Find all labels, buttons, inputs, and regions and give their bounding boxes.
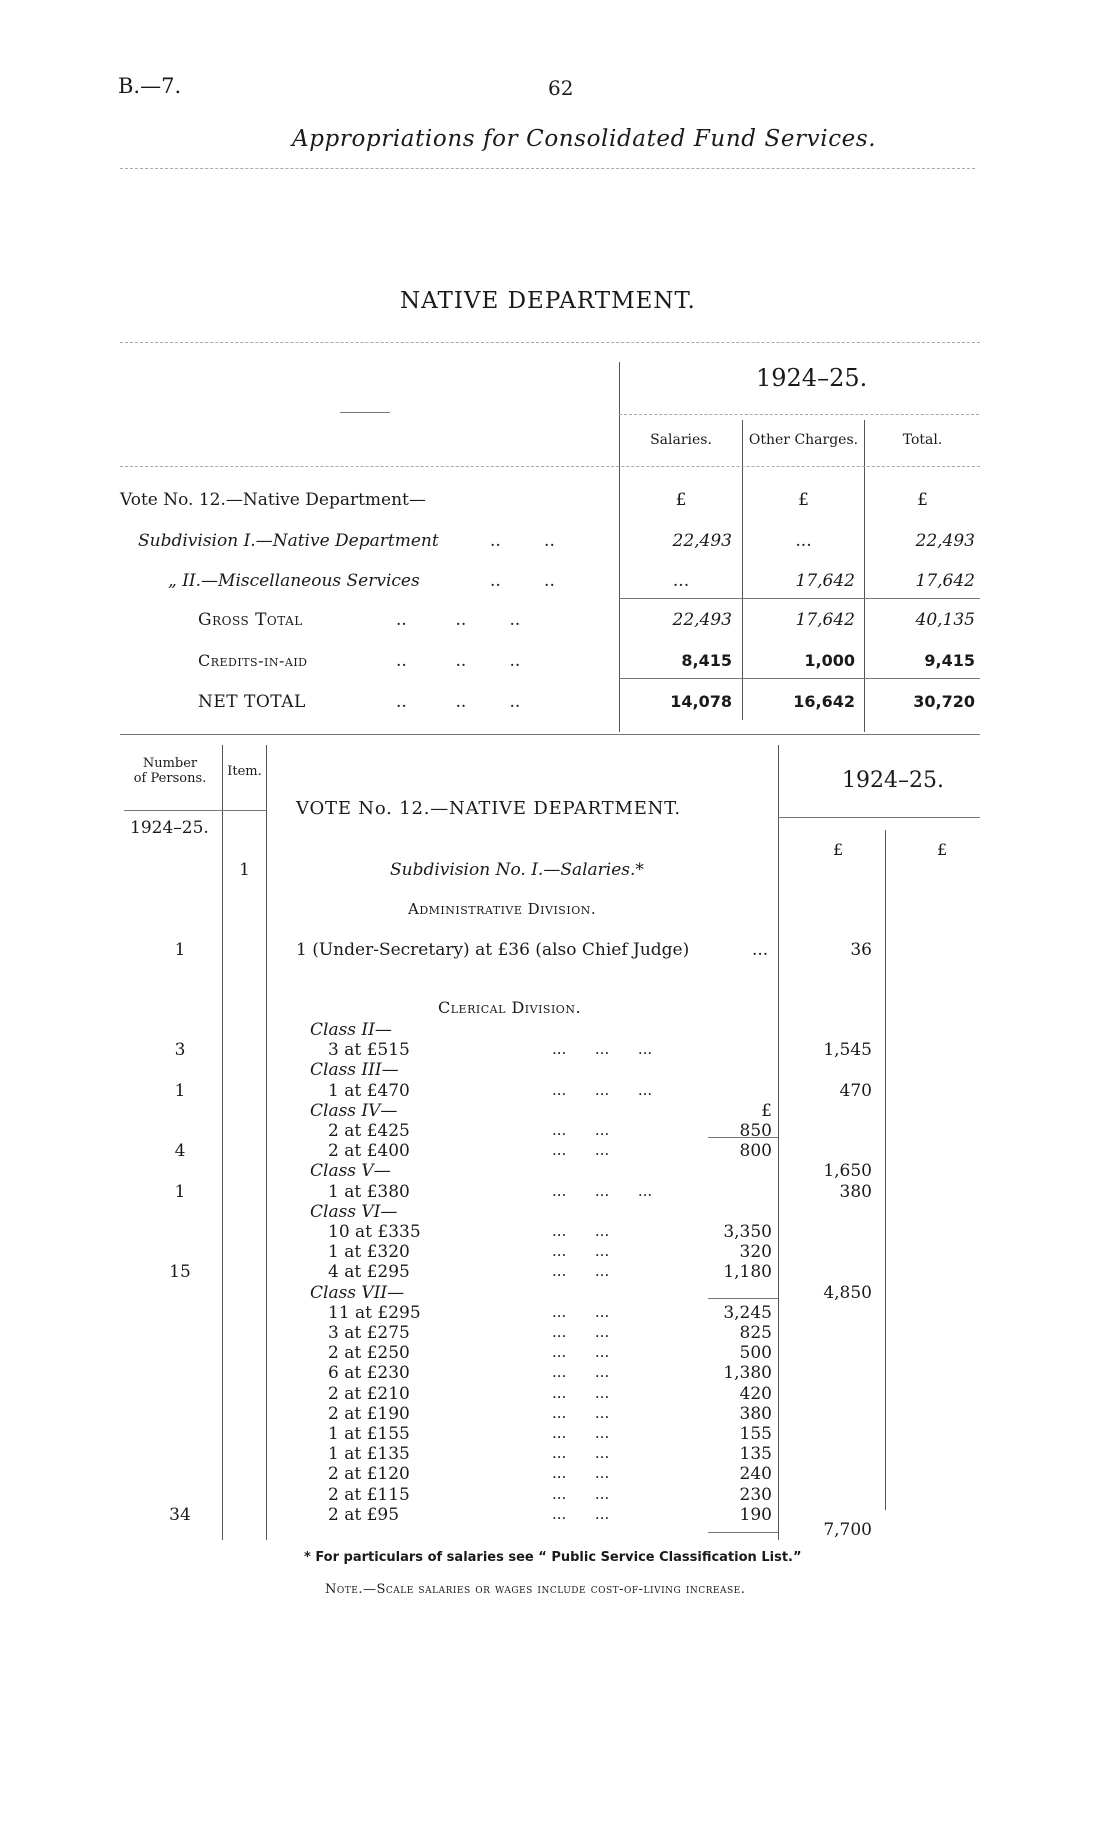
leader-dots: ... ... ... [552,1181,653,1200]
sub-amount: 500 [739,1343,772,1364]
detail-year: 1924–25. [842,768,944,793]
admin-line: 1 (Under-Secretary) at £36 (also Chief Judge) [296,940,690,960]
sub-amount: 240 [739,1464,772,1485]
class-heading: Class V— [310,1161,391,1182]
salary-line: 2 at £400 [328,1141,410,1162]
summary-row-label: Subdivision I.—Native Department [138,531,439,551]
sub-amount: 1,380 [723,1363,772,1384]
currency-symbol: £ [917,490,928,510]
persons-count: 4 [174,1141,186,1162]
vote-label: Vote No. 12.—Native Department— [120,490,426,510]
leader-dots: ... ... [552,1444,610,1463]
leader-dots: .. .. .. [396,610,521,630]
cell-other-charges: 16,642 [793,692,855,711]
divider [340,412,390,413]
salary-line: 2 at £120 [328,1464,410,1485]
leader-dots: .. .. [490,571,555,591]
leader-dots: ... ... ... [552,1080,653,1099]
cell-salaries: ... [672,571,690,591]
footnote: * For particulars of salaries see “ Public Service Classification List.” [304,1550,802,1565]
amount: 380 [839,1181,872,1202]
sub-amount: 1,180 [723,1262,772,1283]
cell-total: 9,415 [924,651,975,670]
leader-dots: ... ... [552,1323,610,1341]
salary-line: 2 at £95 [328,1504,400,1525]
persons-count: 1 [174,940,186,960]
summary-row-label: Credits-in-aid [198,651,308,670]
sub-amount: 380 [739,1403,772,1424]
cell-total: 22,493 [915,531,975,551]
persons-count: 15 [169,1262,191,1283]
col-header-other-charges: Other Charges. [748,432,859,448]
leader-dots: .. .. [490,531,555,551]
cell-other-charges: 1,000 [804,651,855,670]
column-rule [266,745,267,1540]
cell-total: 40,135 [915,610,975,630]
persons-count: 1 [174,1181,186,1202]
clerical-division-heading: Clerical Division. [438,998,582,1017]
currency-symbol: £ [798,490,809,510]
leader-dots: ... ... [552,1262,610,1281]
divider [708,1532,778,1533]
amount: 4,850 [823,1282,872,1303]
cell-salaries: 14,078 [670,692,732,711]
summary-year: 1924–25. [756,364,868,392]
administrative-division-heading: Administrative Division. [408,900,597,918]
col-header-persons-line: Number [142,756,198,771]
divider [708,1298,778,1299]
amount: 1,545 [823,1040,872,1061]
salary-line: 2 at £210 [328,1383,410,1404]
sub-amount: 825 [739,1323,772,1343]
column-rule [742,420,743,720]
leader-dots: .. .. .. [396,651,521,671]
summary-row-label: NET TOTAL [198,692,306,712]
leader-dots: ... ... [552,1383,610,1402]
col-header-total: Total. [902,432,943,448]
sub-amount: 190 [739,1504,772,1525]
divider [120,168,975,169]
salary-line: 2 at £190 [328,1403,410,1424]
leader-dots: ... ... [552,1363,610,1382]
leader-dots: ... ... [552,1141,610,1160]
leader-dots: ... ... [552,1302,610,1321]
col-header-persons-line: of Persons. [133,771,207,786]
summary-row-label: „ II.—Miscellaneous Services [168,571,420,591]
column-rule [778,745,779,1540]
summary-row-label: Gross Total [198,610,303,630]
cell-total: 30,720 [913,692,975,711]
final-amount: 7,700 [823,1520,872,1540]
cell-total: 17,642 [915,571,975,591]
salary-line: 1 at £135 [328,1444,410,1465]
class-heading: Class II— [310,1020,392,1040]
note: Note.—Scale salaries or wages include cost-of-living increase. [325,1582,746,1597]
salary-line: 10 at £335 [328,1222,421,1242]
currency-symbol: £ [833,840,844,859]
cell-salaries: 22,493 [672,610,732,630]
sub-amount: 135 [739,1444,772,1465]
salary-line: 2 at £115 [328,1484,410,1505]
leader-dots: ... ... [552,1222,610,1240]
item-number: 1 [239,860,250,880]
sub-amount: 3,350 [723,1222,772,1242]
leader-dots: ... ... [552,1464,610,1483]
sub-amount: 230 [739,1484,772,1505]
leader-dots: ... ... [552,1242,610,1261]
salary-line: 4 at £295 [328,1262,410,1283]
leader-dots: ... ... [552,1424,610,1442]
sub-amount: 420 [739,1383,772,1404]
class-heading: Class VI— [310,1201,398,1222]
sub-amount: 850 [739,1121,772,1141]
divider [619,678,980,679]
amount: 36 [850,940,872,960]
cell-other-charges: ... [795,531,812,551]
vote-heading: VOTE No. 12.—NATIVE DEPARTMENT. [296,798,681,819]
amount: 470 [839,1080,872,1101]
salary-line: 3 at £275 [328,1323,410,1343]
salary-line: 1 at £470 [328,1080,410,1101]
col-header-item: Item. [227,764,262,779]
divider [124,810,266,811]
currency-symbol: £ [937,840,948,859]
persons-count: 3 [174,1040,186,1061]
leader-dots: ... ... [552,1403,610,1422]
amount: 1,650 [823,1161,872,1182]
sub-amount: 800 [739,1141,772,1162]
document-reference: B.—7. [118,74,182,98]
divider [120,466,980,467]
salary-line: 2 at £250 [328,1343,410,1364]
leader-dots: .. .. .. [396,692,521,712]
divider [619,598,980,599]
class-heading: Class IV— [310,1100,398,1121]
divider [708,1137,778,1138]
salary-line: 1 at £155 [328,1424,410,1444]
leader-dots: ... ... ... [552,1040,653,1059]
cell-other-charges: 17,642 [795,610,855,630]
salary-line: 2 at £425 [328,1121,410,1141]
persons-year: 1924–25. [130,818,209,838]
cell-salaries: 22,493 [672,531,732,551]
leader-dots: ... [752,940,769,960]
divider [619,414,979,415]
column-rule [885,830,886,1510]
section-heading: NATIVE DEPARTMENT. [400,288,696,314]
currency-symbol: £ [675,490,687,510]
cell-salaries: 8,415 [681,651,732,670]
divider [778,817,980,818]
cell-other-charges: 17,642 [795,571,855,591]
salary-line: 11 at £295 [328,1302,421,1323]
col-header-persons [120,756,220,786]
class-heading: Class VII— [310,1282,405,1303]
persons-count: 1 [174,1080,186,1101]
leader-dots: ... ... [552,1121,610,1139]
leader-dots: ... ... [552,1343,610,1362]
leader-dots: ... ... [552,1504,610,1523]
divider [120,342,980,343]
persons-count: 34 [169,1504,191,1525]
subdivision-heading: Subdivision No. I.—Salaries.* [390,860,644,880]
col-header-salaries: Salaries. [650,432,712,448]
salary-line: 1 at £320 [328,1242,410,1263]
sub-amount: 320 [739,1242,772,1263]
divider [120,734,980,735]
salary-line: 6 at £230 [328,1363,410,1384]
sub-amount: 155 [739,1424,772,1444]
salary-line: 3 at £515 [328,1040,410,1061]
salary-line: 1 at £380 [328,1181,410,1202]
sub-amount: 3,245 [723,1302,772,1323]
class-heading: Class III— [310,1060,399,1081]
sub-amount: £ [761,1100,772,1121]
page-number: 62 [548,76,574,100]
leader-dots: ... ... [552,1484,610,1503]
page-title: Appropriations for Consolidated Fund Services. [292,126,877,152]
